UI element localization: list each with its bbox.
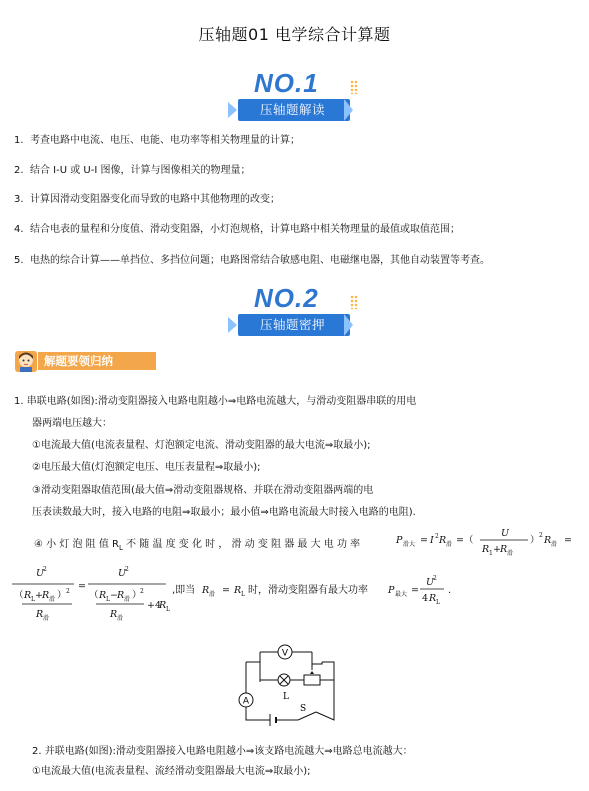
svg-text:滑: 滑 [49, 596, 56, 603]
svg-text:滑: 滑 [124, 596, 131, 603]
arrow-decoration-icon [228, 317, 237, 333]
svg-text:L: L [283, 692, 289, 702]
svg-text:=: = [420, 535, 428, 546]
badge-bar [238, 99, 350, 121]
svg-text:2: 2 [433, 575, 437, 582]
list-item: 3. 计算因滑动变阻器变化而导致的电路中其他物理的改变； [14, 194, 280, 205]
svg-text:L: L [241, 591, 245, 598]
svg-text:R: R [117, 590, 125, 601]
svg-text:+: + [493, 544, 501, 555]
svg-text:R: R [202, 585, 210, 596]
arrow-decoration-icon [344, 314, 353, 336]
svg-text:R: R [500, 544, 508, 555]
svg-text:R: R [234, 585, 242, 596]
svg-text:2: 2 [66, 588, 70, 595]
svg-text:（: （ [14, 590, 24, 601]
paragraph: 压表读数最大时，接入电路的电阻⇒取最小；最小值⇒电路电流最大时接入电路的电阻). [32, 507, 416, 518]
series-circuit-diagram [230, 642, 350, 732]
svg-text:.: . [448, 585, 452, 596]
svg-text:2: 2 [43, 566, 47, 573]
section-heading [14, 349, 154, 373]
badge-bar [238, 314, 350, 336]
paragraph: 器两端电压越大： [32, 418, 112, 429]
svg-text:滑: 滑 [551, 541, 558, 548]
svg-text:U: U [501, 528, 510, 539]
paragraph: ②电压最大值(灯泡额定电压、电压表量程⇒取最小); [32, 462, 261, 473]
svg-text:I: I [430, 535, 434, 546]
dots-decoration-icon [350, 80, 358, 94]
arrow-decoration-icon [228, 102, 237, 118]
svg-text:2: 2 [435, 533, 439, 540]
svg-text:2: 2 [140, 588, 144, 595]
svg-text:,即当: ,即当 [172, 585, 196, 596]
paragraph: ①电流最大值(电流表量程、流经滑动变阻器最大电流⇒取最小); [32, 766, 311, 777]
page-title: 压轴题01 电学综合计算题 [198, 25, 391, 44]
svg-text:R: R [439, 535, 447, 546]
svg-text:U: U [118, 568, 127, 579]
svg-text:−: − [110, 590, 118, 601]
dots-decoration-icon [350, 295, 358, 309]
svg-text:R: R [429, 593, 437, 604]
paragraph: ④ 小 灯 泡 阻 值 $R_L$ 不 随 温 度 变 化 时 ， 滑 动 变 阻 器 最 大 电 功 率 [34, 539, 361, 552]
list-item: 4. 结合电表的量程和分度值、滑动变阻器，小灯泡规格，计算电路中相关物理量的最值或取值范围； [14, 224, 460, 235]
svg-text:滑: 滑 [507, 550, 514, 557]
svg-text:R: R [482, 544, 490, 555]
svg-text:1: 1 [489, 550, 493, 557]
section-badge-1 [228, 68, 358, 120]
svg-text:P: P [396, 535, 403, 546]
svg-text:滑: 滑 [117, 615, 124, 622]
svg-text:滑: 滑 [446, 541, 453, 548]
power-formula-expanded [12, 562, 472, 624]
svg-text:L: L [106, 596, 110, 603]
svg-text:）: ） [57, 590, 67, 601]
svg-text:）: ） [530, 535, 540, 546]
section-heading-label: 解题要领归纳 [38, 352, 156, 370]
student-avatar-icon [14, 349, 38, 373]
paragraph: 2. 并联电路(如图):滑动变阻器接入电路电阻越小⇒该支路电流越大⇒电路总电流越大： [32, 746, 413, 757]
svg-text:R: R [42, 590, 50, 601]
svg-text:2: 2 [125, 566, 129, 573]
badge-label: 压轴题解读 [260, 102, 326, 117]
svg-text:U: U [426, 577, 435, 588]
svg-text:V: V [281, 648, 289, 659]
paragraph: 1. 串联电路(如图):滑动变阻器接入电路电阻越小⇒电路电流越大，与滑动变阻器串联的用电 [14, 396, 417, 407]
list-item: 2. 结合 I-U 或 U-I 图像，计算与图像相关的物理量； [14, 165, 251, 176]
svg-text:P: P [388, 585, 395, 596]
svg-text:滑大: 滑大 [403, 541, 416, 548]
paragraph: ①电流最大值(电流表量程、灯泡额定电流、滑动变阻器的最大电流⇒取最小); [32, 440, 371, 451]
svg-text:A: A [242, 696, 250, 707]
svg-text:=: = [78, 581, 86, 592]
svg-text:L: L [166, 606, 170, 613]
svg-text:）: ） [132, 590, 142, 601]
svg-text:=: = [564, 535, 572, 546]
svg-text:（: （ [89, 590, 99, 601]
svg-text:4: 4 [422, 593, 429, 604]
svg-text:=: = [411, 585, 419, 596]
svg-text:+4: +4 [147, 600, 162, 611]
svg-text:L: L [436, 599, 440, 606]
svg-text:S: S [300, 704, 307, 714]
svg-text:+: + [35, 590, 43, 601]
badge-label: 压轴题密押 [260, 317, 326, 332]
svg-text:2: 2 [539, 532, 543, 539]
svg-text:L: L [31, 596, 35, 603]
svg-text:R: R [110, 609, 118, 620]
paragraph: ③滑动变阻器取值范围(最大值⇒滑动变阻器规格、并联在滑动变阻器两端的电 [32, 485, 374, 496]
section-badge-2 [228, 283, 358, 335]
svg-text:最大: 最大 [395, 591, 408, 598]
svg-text:滑: 滑 [209, 591, 216, 598]
svg-text:滑: 滑 [43, 615, 50, 622]
svg-text:U: U [36, 568, 45, 579]
svg-text:R: R [36, 609, 44, 620]
svg-text:=: = [222, 585, 230, 596]
svg-text:R: R [99, 590, 107, 601]
svg-text:=（: =（ [456, 535, 474, 546]
arrow-decoration-icon [344, 99, 353, 121]
list-item: 1. 考查电路中电流、电压、电能、电功率等相关物理量的计算； [14, 135, 300, 146]
power-formula [394, 524, 584, 558]
badge-number: NO.2 [254, 283, 319, 313]
badge-number: NO.1 [254, 68, 319, 98]
list-item: 5. 电热的综合计算——单挡位、多挡位问题；电路图常结合敏感电阻、电磁继电器，其他自动装置等考查。 [14, 255, 490, 266]
svg-text:R: R [159, 600, 167, 611]
svg-text:R: R [544, 535, 552, 546]
svg-text:时，滑动变阻器有最大功率: 时，滑动变阻器有最大功率 [248, 585, 368, 596]
svg-text:R: R [24, 590, 32, 601]
